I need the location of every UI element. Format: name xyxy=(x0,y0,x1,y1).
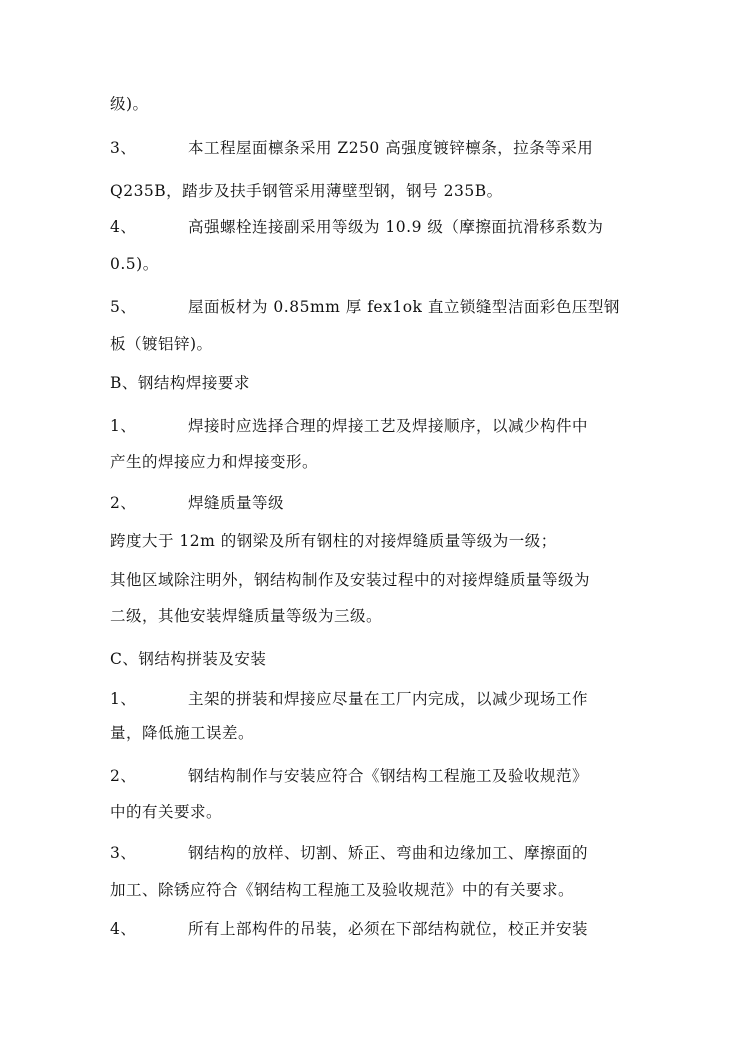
list-item-text: 高强螺栓连接副采用等级为 10.9 级（摩擦面抗滑移系数为 xyxy=(188,218,604,236)
list-item-3 xyxy=(110,138,636,158)
list-item-2 xyxy=(110,766,636,786)
text-line: 产生的焊接应力和焊接变形。 xyxy=(110,453,319,471)
list-number: 2、 xyxy=(110,767,137,785)
text-line: 中的有关要求。 xyxy=(110,803,223,821)
list-number: 3、 xyxy=(110,139,137,157)
list-item-text: 所有上部构件的吊装，必须在下部结构就位，校正并安装 xyxy=(188,920,589,938)
list-number: 2、 xyxy=(110,494,137,512)
text-line: 二级，其他安装焊缝质量等级为三级。 xyxy=(110,607,383,625)
list-item-text: 钢结构制作与安装应符合《钢结构工程施工及验收规范》 xyxy=(188,767,589,785)
section-heading-c: C、钢结构拼装及安装 xyxy=(110,650,267,668)
text-line: 板（镀铝锌)。 xyxy=(110,335,213,353)
list-item-2 xyxy=(110,493,636,513)
list-number: 1、 xyxy=(110,690,137,708)
list-item-4 xyxy=(110,919,636,939)
text-line: 其他区域除注明外，钢结构制作及安装过程中的对接焊缝质量等级为 xyxy=(110,571,591,589)
text-line: 级)。 xyxy=(110,95,149,113)
section-heading-b: B、钢结构焊接要求 xyxy=(110,374,250,392)
list-item-1 xyxy=(110,689,636,709)
text-line: 量，降低施工误差。 xyxy=(110,724,255,742)
list-item-text: 钢结构的放样、切割、矫正、弯曲和边缘加工、摩擦面的 xyxy=(188,844,589,862)
list-item-text: 主架的拼装和焊接应尽量在工厂内完成，以减少现场工作 xyxy=(188,690,589,708)
list-number: 3、 xyxy=(110,844,137,862)
text-line: Q235B，踏步及扶手钢管采用薄壁型钢，钢号 235B。 xyxy=(110,182,503,200)
text-line: 加工、除锈应符合《钢结构工程施工及验收规范》中的有关要求。 xyxy=(110,881,575,899)
list-item-text: 焊缝质量等级 xyxy=(188,494,285,512)
list-item-4 xyxy=(110,217,636,237)
list-item-3 xyxy=(110,843,636,863)
list-item-5 xyxy=(110,297,636,317)
list-number: 4、 xyxy=(110,218,137,236)
list-item-text: 焊接时应选择合理的焊接工艺及焊接顺序，以减少构件中 xyxy=(188,417,589,435)
list-number: 4、 xyxy=(110,920,137,938)
list-number: 1、 xyxy=(110,417,137,435)
list-number: 5、 xyxy=(110,298,137,316)
list-item-text: 本工程屋面檩条采用 Z250 高强度镀锌檩条，拉条等采用 xyxy=(188,139,594,157)
text-line: 跨度大于 12m 的钢梁及所有钢柱的对接焊缝质量等级为一级； xyxy=(110,532,557,550)
list-item-text: 屋面板材为 0.85mm 厚 fex1ok 直立锁缝型洁面彩色压型钢 xyxy=(188,298,620,316)
list-item-1 xyxy=(110,416,636,436)
text-line: 0.5)。 xyxy=(110,255,159,273)
